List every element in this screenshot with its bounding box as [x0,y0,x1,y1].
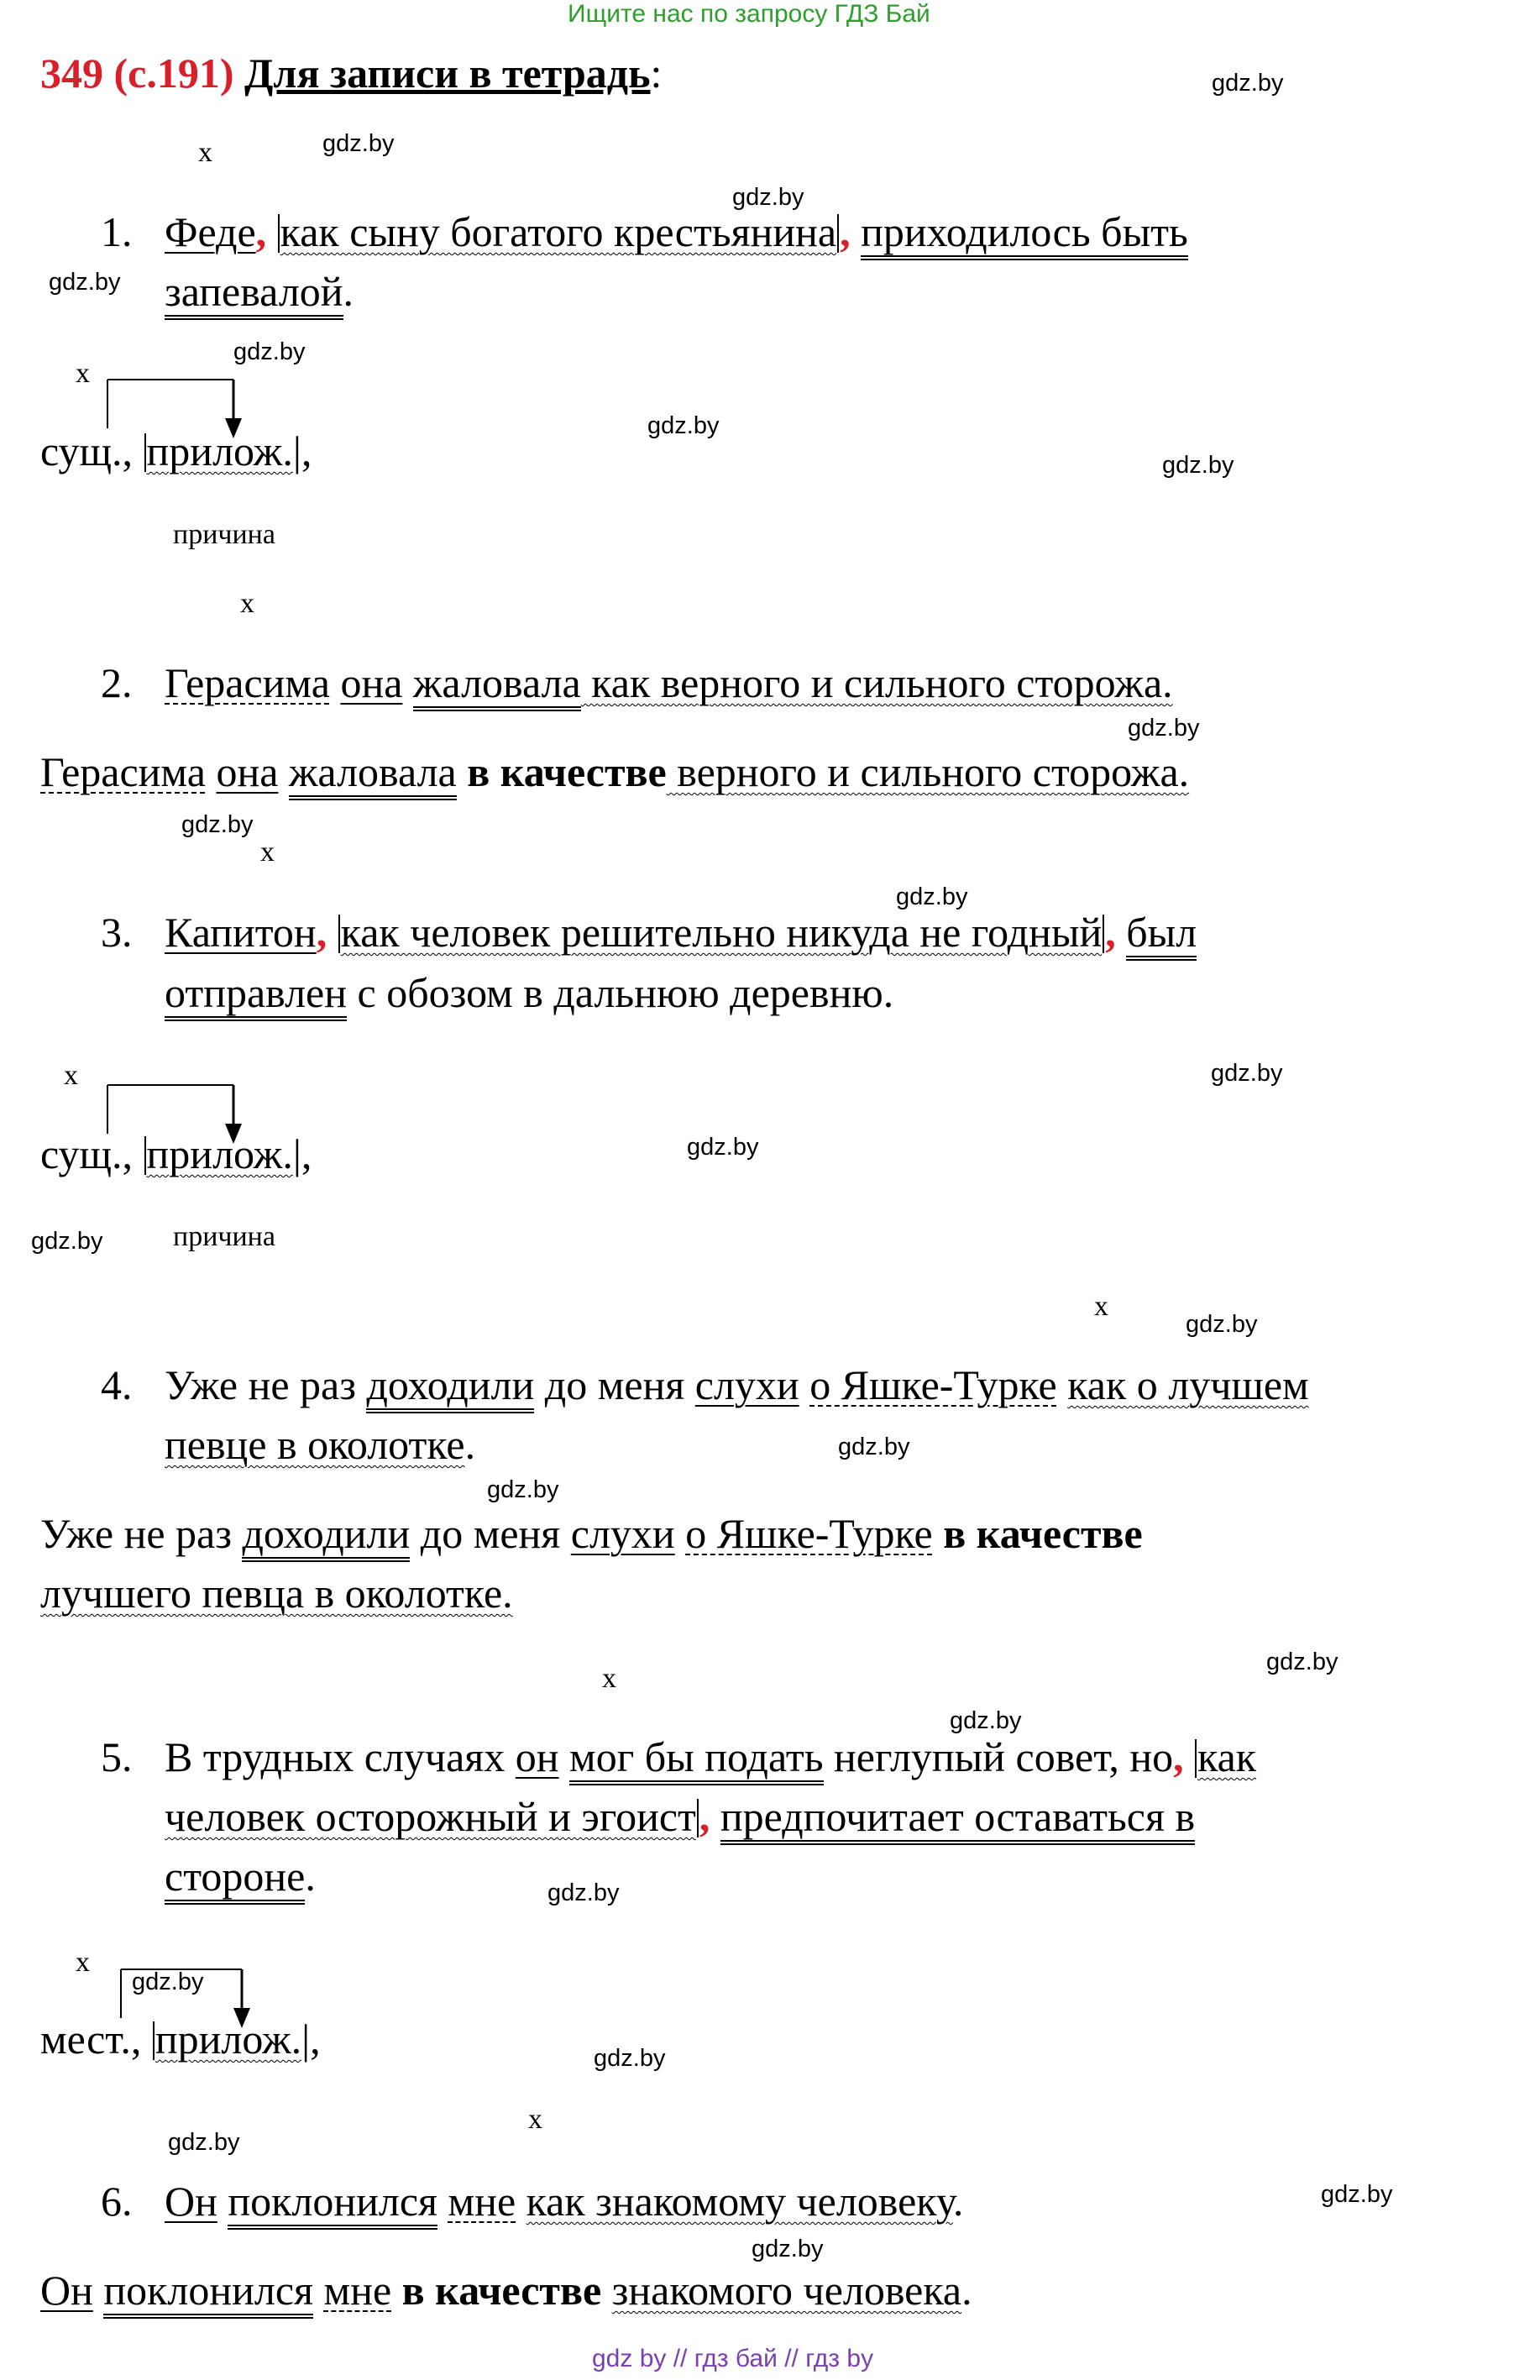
sentence-end: . [464,1421,476,1468]
sentence-2 [165,658,1173,707]
sentence-end: . [305,1853,316,1900]
sentence-5-line-1 [165,1733,1256,1781]
sentence-5-line-3 [165,1852,316,1900]
predicate-word: жаловала [289,748,457,800]
bold-phrase: в качестве [467,748,667,795]
apposition-phrase: человек осторожный и эгоист [165,1793,696,1840]
x-mark: x [602,1663,616,1694]
item-number: 5. [101,1733,133,1780]
subject-word: Он [40,2267,93,2314]
space [799,1361,810,1408]
object-phrase: о Яшке-Турке [685,1510,933,1557]
scheme-end: |, [292,1130,312,1177]
predicate-word: стороне [165,1853,305,1905]
scheme-3 [40,1130,312,1178]
item-number: 2. [101,659,133,706]
x-mark: x [528,2104,542,2135]
red-comma: , [840,208,851,255]
watermark: gdz.by [687,1134,759,1161]
watermark: gdz.by [1266,1649,1338,1675]
watermark: gdz.by [132,1968,204,1995]
subject-word: Капитон [165,909,317,956]
red-comma: , [1105,909,1116,956]
scheme-note: причина [173,1221,275,1252]
boundary-bar [837,214,839,253]
boundary-bar [278,214,280,253]
exercise-title [40,49,662,97]
sentence-start: В трудных случаях [165,1733,516,1780]
scheme-apposition: прилож. [146,1130,293,1177]
subject-word: слухи [694,1361,799,1408]
title-colon: : [650,50,663,97]
apposition-phrase: верного и сильного сторожа. [666,748,1190,795]
scheme-end: |, [301,2016,321,2063]
predicate-word: доходили [366,1361,534,1413]
watermark: gdz.by [233,338,306,365]
predicate-word: отправлен [165,969,347,1021]
red-comma: , [316,909,327,956]
item-number: 3. [101,909,133,956]
apposition-phrase: как сыну богатого крестьянина [280,208,837,255]
predicate-word: был [1126,909,1197,961]
apposition-phrase: лучшего певца в околотке. [40,1570,513,1617]
watermark: gdz.by [1186,1311,1258,1338]
predicate-word: доходили [242,1510,410,1562]
predicate-phrase: мог бы подать [569,1733,824,1785]
scheme-5 [40,2015,321,2063]
subject-word: она [216,748,279,795]
scheme-end: |, [292,427,312,474]
red-comma: , [699,1793,710,1840]
boundary-bar [144,1136,146,1175]
x-mark: x [198,137,212,168]
scheme-pronoun: мест., [40,2016,142,2063]
x-mark: x [64,1060,78,1091]
boundary-bar [338,915,340,953]
sentence-mid: до меня [534,1361,695,1408]
apposition-phrase: как [1197,1733,1257,1780]
sentence-6-rewrite [40,2266,972,2314]
boundary-bar [697,1799,699,1837]
sentence-4-rewrite-line-2 [40,1569,513,1617]
x-mark: x [240,588,254,619]
object-word: мне [448,2178,516,2225]
predicate-word: поклонился [103,2267,313,2319]
boundary-bar [153,2021,155,2060]
sentence-mid: неглупый совет, но [823,1733,1174,1780]
sentence-6 [165,2177,963,2225]
watermark: gdz.by [31,1228,103,1255]
subject-word: он [515,1733,559,1780]
apposition-phrase: певце в околотке [165,1421,465,1468]
space [675,1510,686,1557]
item-number: 6. [101,2178,133,2225]
watermark: gdz.by [594,2045,666,2072]
item-number: 4. [101,1361,133,1408]
predicate-word: поклонился [228,2178,437,2230]
x-mark: x [76,358,90,389]
apposition-phrase: как человек решительно никуда не годный [340,909,1103,956]
sentence-rest: с обозом в дальнюю деревню. [347,969,894,1016]
watermark: gdz.by [1212,70,1284,97]
scheme-noun: сущ., [40,1130,134,1177]
sentence-4-rewrite-line-1 [40,1509,1143,1558]
predicate-word: запевалой [165,268,343,320]
watermark: gdz.by [168,2129,240,2156]
red-comma: , [1173,1733,1184,1780]
sentence-start: Уже не раз [40,1510,243,1557]
apposition-phrase: как верного и сильного сторожа. [580,659,1173,706]
apposition-phrase: знакомого человека [611,2267,962,2314]
watermark: gdz.by [181,811,254,838]
sentence-start: Уже не раз [165,1361,367,1408]
watermark: gdz.by [838,1434,910,1460]
object-word: мне [323,2267,392,2314]
subject-word: слухи [570,1510,675,1557]
sentence-end: . [343,268,354,315]
subject-word: она [340,659,403,706]
sentence-5-line-2 [165,1792,1195,1841]
watermark: gdz.by [1211,1060,1283,1087]
watermark: gdz.by [896,883,968,910]
scheme-apposition: прилож. [155,2016,302,2063]
footer-links: gdz by // гдз бай // гдз by [592,2345,874,2372]
x-mark: x [1094,1291,1108,1322]
sentence-end: . [952,2178,964,2225]
watermark: gdz.by [1321,2181,1393,2208]
predicate-phrase: приходилось быть [861,208,1188,260]
boundary-bar [1103,915,1104,953]
watermark: gdz.by [49,269,121,296]
apposition-phrase: как о лучшем [1067,1361,1309,1408]
predicate-word: жаловала [413,659,581,711]
watermark: gdz.by [1162,452,1234,479]
apposition-phrase: как знакомому человеку [526,2178,953,2225]
item-number: 1. [101,208,133,255]
subject-word: Он [165,2178,217,2225]
bold-phrase: в качестве [401,2267,602,2314]
bold-phrase: в качестве [943,1510,1143,1557]
sentence-2-rewrite [40,747,1189,796]
sentence-1-line-2 [165,267,354,316]
scheme-note: причина [173,519,275,550]
boundary-bar [144,433,146,472]
scheme-noun: сущ., [40,427,134,474]
watermark: gdz.by [752,2236,824,2262]
exercise-number: 349 (с.191) [40,50,234,97]
x-mark: x [76,1947,90,1978]
boundary-bar [1195,1739,1197,1778]
sentence-3-line-2 [165,968,893,1017]
subject-word: Феде [165,208,256,255]
watermark: gdz.by [647,412,720,439]
watermark: gdz.by [732,184,804,211]
sentence-end: . [961,2267,972,2314]
watermark: gdz.by [322,130,395,157]
watermark: gdz.by [547,1879,620,1906]
predicate-phrase: предпочитает оставаться в [720,1793,1195,1845]
object-word: Герасима [40,748,206,795]
exercise-heading: Для записи в тетрадь [244,50,651,97]
scheme-apposition: прилож. [146,427,293,474]
watermark: gdz.by [950,1707,1022,1734]
object-word: Герасима [165,659,330,706]
watermark: gdz.by [1128,715,1200,742]
scheme-1 [40,427,312,475]
x-mark: x [260,836,275,868]
watermark: gdz.by [487,1476,559,1503]
search-banner: Ищите нас по запросу ГДЗ Бай [568,0,930,28]
sentence-mid: до меня [410,1510,571,1557]
sentence-1-line-1 [165,207,1188,256]
red-comma: , [255,208,267,255]
sentence-4-line-2 [165,1420,475,1469]
sentence-3-line-1 [165,908,1197,957]
object-phrase: о Яшке-Турке [809,1361,1057,1408]
sentence-4-line-1 [165,1360,1309,1409]
